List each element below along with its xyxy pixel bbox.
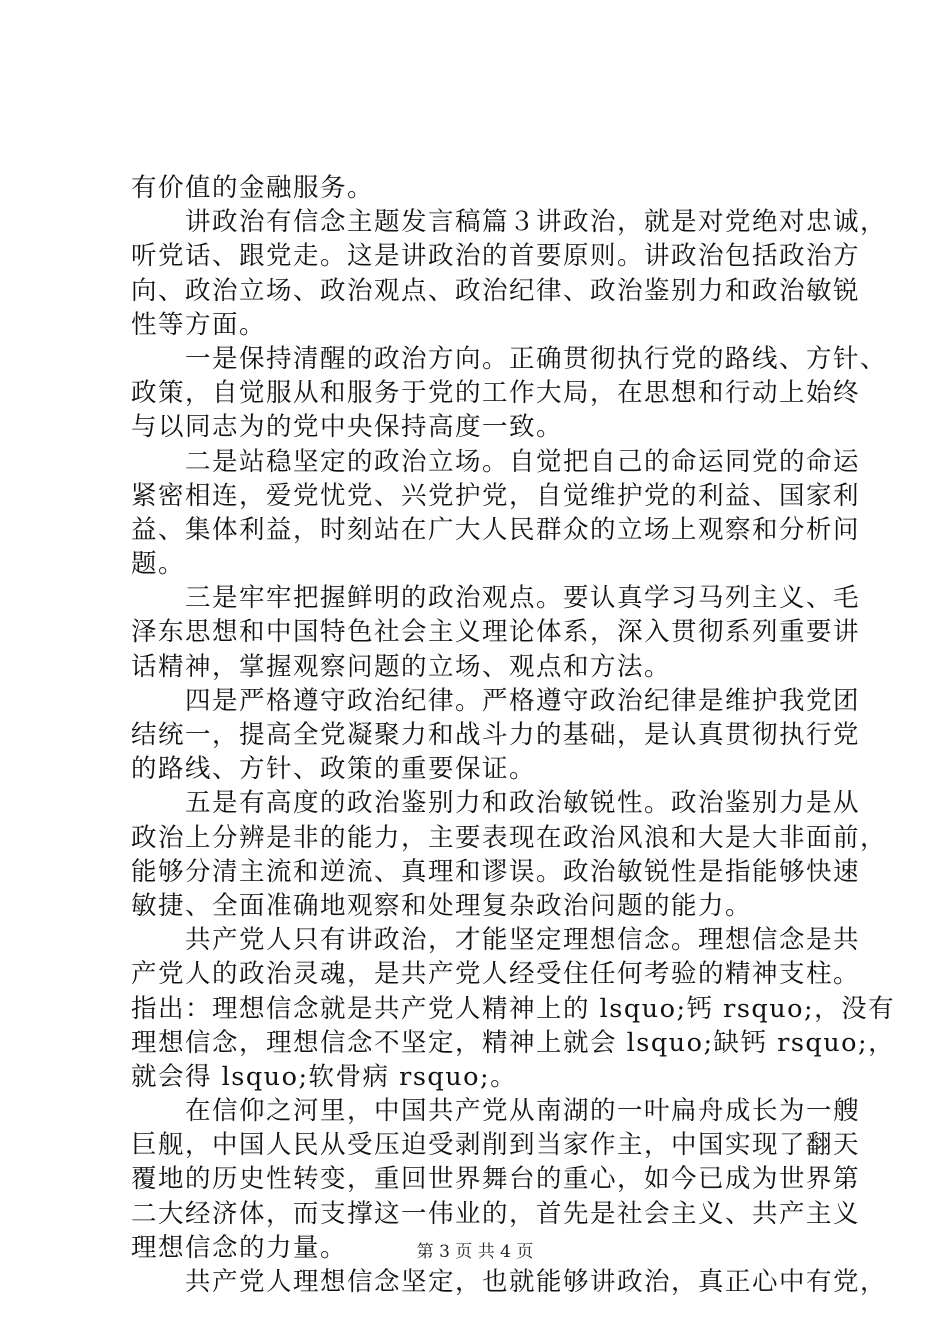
text-line: 性等方面。 <box>131 309 267 340</box>
text-line: 五是有高度的政治鉴别力和政治敏锐性。政治鉴别力是从 <box>131 788 861 819</box>
text-line: 的路线、方针、政策的重要保证。 <box>131 754 537 785</box>
text-line: 理想信念，理想信念不坚定，精神上就会 lsquo;缺钙 rsquo;， <box>131 1027 896 1058</box>
text-line: 政策，自觉服从和服务于党的工作大局，在思想和行动上始终 <box>131 378 861 409</box>
text-line: 结统一，提高全党凝聚力和战斗力的基础，是认真贯彻执行党 <box>131 720 861 750</box>
text-line: 敏捷、全面准确地观察和处理复杂政治问题的能力。 <box>131 890 753 921</box>
text-line: 有价值的金融服务。 <box>131 173 375 203</box>
text-line: 题。 <box>131 549 186 580</box>
text-line: 向、政治立场、政治观点、政治纪律、政治鉴别力和政治敏锐 <box>131 275 861 306</box>
page-footer: 第 3 页 共 4 页 <box>416 1242 534 1262</box>
body-text <box>131 171 896 1299</box>
text-line: 益、集体利益，时刻站在广大人民群众的立场上观察和分析问 <box>131 514 861 545</box>
text-line: 就会得 lsquo;软骨病 rsquo;。 <box>131 1061 518 1092</box>
text-line: 政治上分辨是非的能力，主要表现在政治风浪和大是大非面前， <box>131 822 888 853</box>
text-line: 巨舰，中国人民从受压迫受剥削到当家作主，中国实现了翻天 <box>131 1130 861 1161</box>
text-line: 指出：理想信念就是共产党人精神上的 lsquo;钙 rsquo;，没有 <box>131 993 896 1024</box>
text-line: 在信仰之河里，中国共产党从南湖的一叶扁舟成长为一艘 <box>131 1096 861 1127</box>
text-line: 紧密相连，爱党忧党、兴党护党，自觉维护党的利益、国家利 <box>131 480 861 511</box>
text-line: 四是严格遵守政治纪律。严格遵守政治纪律是维护我党团 <box>131 685 861 716</box>
text-line: 二是站稳坚定的政治立场。自觉把自己的命运同党的命运 <box>131 446 861 477</box>
text-line: 听党话、跟党走。这是讲政治的首要原则。讲政治包括政治方 <box>131 241 861 272</box>
text-line: 讲政治有信念主题发言稿篇３讲政治，就是对党绝对忠诚， <box>131 207 888 238</box>
text-line: 覆地的历史性转变，重回世界舞台的重心，如今已成为世界第 <box>131 1164 861 1195</box>
text-line: 泽东思想和中国特色社会主义理论体系，深入贯彻系列重要讲 <box>131 617 861 648</box>
text-line: 能够分清主流和逆流、真理和谬误。政治敏锐性是指能够快速 <box>131 856 861 887</box>
text-line: 三是牢牢把握鲜明的政治观点。要认真学习马列主义、毛 <box>131 583 861 614</box>
text-line: 理想信念的力量。 <box>131 1232 348 1263</box>
text-line: 产党人的政治灵魂，是共产党人经受住任何考验的精神支柱。 <box>131 959 861 990</box>
text-line: 话精神，掌握观察问题的立场、观点和方法。 <box>131 651 672 682</box>
text-line: 一是保持清醒的政治方向。正确贯彻执行党的路线、方针、 <box>131 343 888 374</box>
text-line: 共产党人理想信念坚定，也就能够讲政治，真正心中有党， <box>131 1267 888 1297</box>
text-line: 二大经济体，而支撑这一伟业的，首先是社会主义、共产主义 <box>131 1198 861 1229</box>
text-line: 共产党人只有讲政治，才能坚定理想信念。理想信念是共 <box>131 925 861 956</box>
text-line: 与以同志为的党中央保持高度一致。 <box>131 412 564 443</box>
